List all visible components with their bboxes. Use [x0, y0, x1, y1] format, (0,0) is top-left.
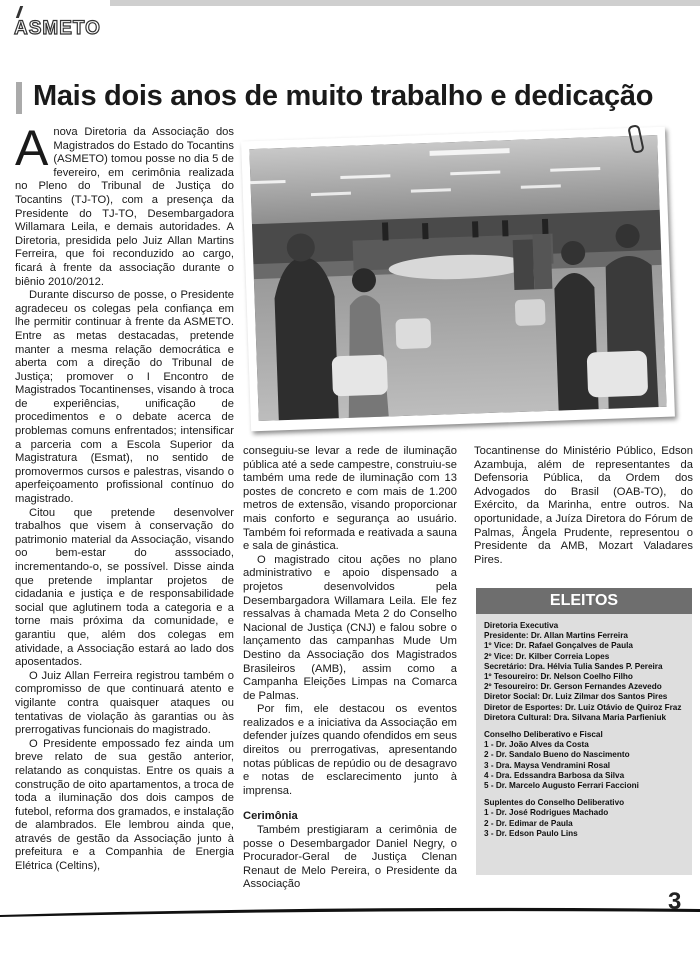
header-stripe: [110, 0, 700, 6]
article-paragraph: Tocantinense do Ministério Público, Edson Azambuja, além de representantes da Defensoria Pública, da Ordem dos Advogados do Brasil (OAB-TO), do Exército, da Marinha, entre outros. Na oportunidade, a Juíza Diretora do Fórum de Palmas, Ângela Prudente, representou o Presidente da AMB, Mozart Valadares Pires.: [474, 445, 693, 566]
article-column-2: [243, 445, 457, 892]
list-item: 1 - Dr. José Rodrigues Machado: [484, 808, 609, 818]
list-item: Diretor Social: Dr. Luiz Zilmar dos Santos Pires: [484, 692, 668, 702]
list-item: Diretora Cultural: Dra. Silvana Maria Parfieniuk: [484, 712, 666, 722]
headline-accent-bar: [16, 82, 22, 114]
article-paragraph: Anova Diretoria da Associação dos Magistrados do Estado do Tocantins (ASMETO) tomou posse no dia 5 de fevereiro, em cerimônia realizada no Pleno do Tribunal de Justiça do Tocantins (TJ-TO), com a presença da Presidente do TJ-TO, Desembargadora Willamara Leila, e demais autoridades. A Diretoria, presidida pelo Juiz Allan Martins Ferreira, que foi reconduzido ao cargo, ficará à frente da associação durante o biênio 2010/2012.: [15, 120, 234, 288]
ceremony-photo-image: [249, 135, 666, 421]
list-item: 5 - Dr. Marcelo Augusto Ferrari Faccioni: [484, 781, 639, 791]
list-item: 1º Vice: Dr. Rafael Gonçalves de Paula: [484, 641, 633, 651]
list-item: 2 - Dr. Sandalo Bueno do Nascimento: [484, 750, 630, 760]
list-item: 3 - Dr. Edson Paulo Lins: [484, 828, 578, 838]
article-column-1: [15, 120, 234, 874]
list-item: Secretário: Dra. Hélvia Tulia Sandes P. Pereira: [484, 661, 663, 671]
list-item: 2 - Dr. Edimar de Paula: [484, 818, 573, 828]
list-item: 2º Tesoureiro: Dr. Gerson Fernandes Azevedo: [484, 682, 662, 692]
article-paragraph: O Presidente empossado fez ainda um breve relato de sua gestão anterior, relatando as conquistas. Entre os quais a construção de oito apartamentos, a troca de toda a iluminação dos dois campos de futebol, reforma dos gramados, e instalação de alambrados. Ele lembrou ainda que, através de gestão da Associação junto à prefeitura e a Companhia de Energia Elétrica (Celtins),: [15, 737, 234, 873]
article-paragraph: Citou que pretende desenvolver trabalhos que visem à conservação do patrimonio material da Associação, visando oo bem-estar do asssociado, incrementando-o, se possível. Disse ainda que pretende implantar projetos de cidadania e justiça e de responsabilidade social que aglutinem toda a categoria e a torne mais próxima da comunidade, e garantiu que, além dos colegas em atividade, a Associação estará ao lado dos aposentados.: [15, 506, 234, 669]
section-subheading: Cerimônia: [243, 810, 298, 823]
section-heading: Diretoria Executiva: [484, 621, 559, 630]
article-paragraph: Durante discurso de posse, o Presidente agradeceu os colegas pela confiança em lhe permitir continuar à frente da ASMETO. Entre as metas destacadas, pretende manter a mesma relação democrática e aberta com a direção do Tribunal de Justiça; promover o I Encontro de Magistrados Tocantinenses, visando à troca de experiências, unificação de procedimentos e o debate acerca de problemas comuns enfrentados; intensificar a parceria com a Escola Superior da Magistratura (Esmat), no sentido de promovermos cursos e palestras, visando o aperfeiçoamento profissional contínuo do magistrado.: [15, 289, 234, 506]
logo-mark-icon: [16, 6, 33, 18]
drop-cap: A: [15, 120, 49, 176]
list-item: 4 - Dra. Edssandra Barbosa da Silva: [484, 770, 625, 780]
footer-swoosh: [0, 907, 700, 917]
asmeto-logo: ASMETO: [14, 18, 101, 39]
article-paragraph: Por fim, ele destacou os eventos realizados e a iniciativa da Associação em defender juízes quando ofendidos em seus direitos ou prerrogativas, apresentando notas públicas de repúdio ou de desagravo e notas de esclarecimento junto à imprensa.: [243, 703, 457, 797]
list-item: Diretor de Esportes: Dr. Luiz Otávio de Quiroz Fraz: [484, 702, 682, 712]
article-column-3: [474, 445, 693, 567]
section-heading: Suplentes do Conselho Deliberativo: [484, 798, 625, 808]
eleitos-list: [476, 614, 692, 839]
list-item: 3 - Dra. Maysa Vendramini Rosal: [484, 760, 611, 770]
list-item: Presidente: Dr. Allan Martins Ferreira: [484, 631, 628, 641]
article-paragraph: conseguiu-se levar a rede de iluminação pública até a sede campestre, construiu-se também uma rede de iluminação com 13 postes de concreto e com mais de 1.200 metros de extensão, visando proporcionar mais conforto e segurança ao usuário. Também foi reformada e reativada a sauna e sala de ginástica.: [243, 445, 457, 553]
page-number: 3: [668, 888, 682, 915]
ceremony-photo: [249, 135, 666, 421]
ceremony-photo-frame: [241, 127, 675, 432]
article-paragraph: Também prestigiaram a cerimônia de posse o Desembargador Daniel Negry, o Procurador-Geral de Justiça Clenan Renaut de Melo Pereira, o Presidente da Associação: [243, 824, 457, 891]
list-item: 2º Vice: Dr. Kilber Correia Lopes: [484, 651, 610, 661]
eleitos-box: [476, 588, 692, 875]
list-item: 1º Tesoureiro: Dr. Nelson Coelho Filho: [484, 672, 633, 682]
article-paragraph: O magistrado citou ações no plano administrativo e apoio dispensado a projetos desenvolvidos pela Desembargadora Willamara Leila. Ele fez ressalvas à chamada Meta 2 do Conselho Nacional de Justiça (CNJ) e falou sobre o lançamento das campanhas Mude Um Destino da Associação dos Magistrados Brasileiros (AMB), assim como a Campanha Eleições Limpas na Comarca de Palmas.: [243, 553, 457, 702]
eleitos-title: ELEITOS: [476, 588, 692, 614]
article-headline: Mais dois anos de muito trabalho e dedicação: [33, 80, 654, 112]
page-header: [0, 0, 700, 44]
section-heading: Conselho Deliberativo e Fiscal: [484, 730, 603, 740]
article-paragraph: O Juiz Allan Ferreira registrou também o compromisso de que continuará atento e vigilante contra quaisquer ataques ou tentativas de violação às garantias ou às prerrogativas funcionais do magistrado.: [15, 669, 234, 737]
list-item: 1 - Dr. João Alves da Costa: [484, 740, 589, 750]
